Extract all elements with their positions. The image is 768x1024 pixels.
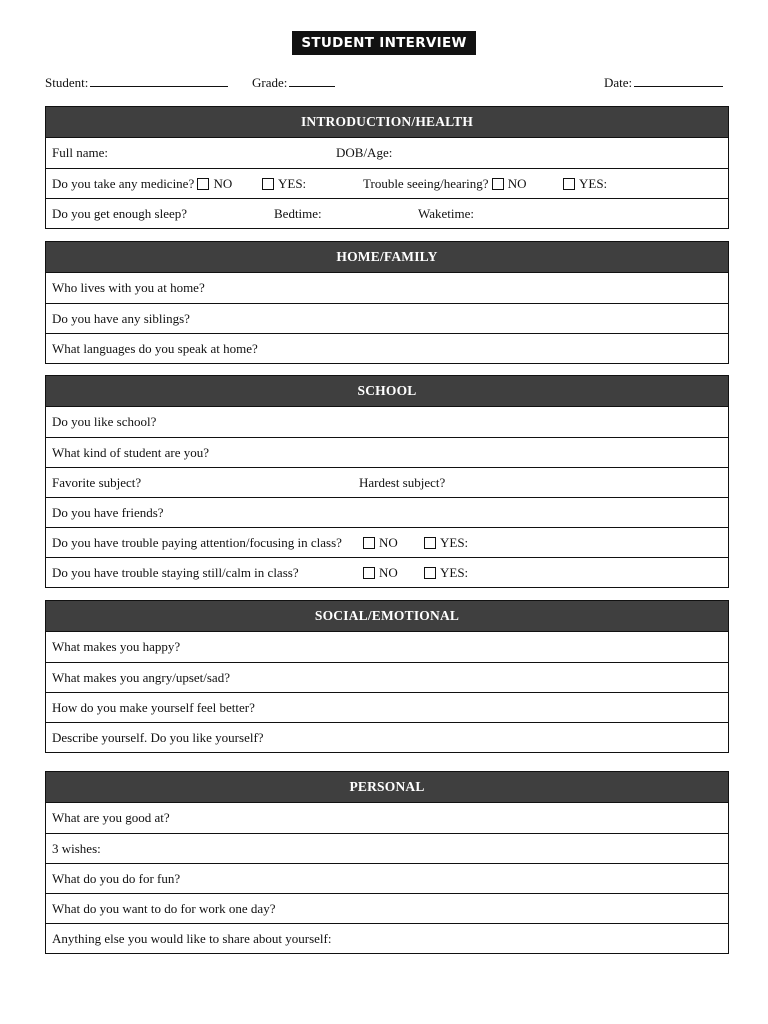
yes-label: YES: <box>278 176 307 191</box>
yes-label: YES: <box>579 176 608 191</box>
question-label: How do you make yourself feel better? <box>52 700 255 715</box>
no-label: NO <box>379 565 398 580</box>
waketime-label: Waketime: <box>418 206 474 221</box>
medicine-no-checkbox[interactable] <box>197 178 209 190</box>
student-field[interactable] <box>45 74 228 91</box>
trouble-seeing-question: Trouble seeing/hearing? <box>363 176 489 191</box>
question-label: Do you have friends? <box>52 505 164 520</box>
attention-question: Do you have trouble paying attention/focusing in class? <box>52 535 342 550</box>
still-no-checkbox[interactable] <box>363 567 375 579</box>
section-heading: SCHOOL <box>46 376 728 407</box>
section-heading: PERSONAL <box>46 772 728 803</box>
grade-label: Grade: <box>252 75 288 90</box>
section-home-family <box>45 241 729 364</box>
grade-field[interactable] <box>252 74 335 91</box>
form-row <box>46 437 728 467</box>
section-personal <box>45 771 729 954</box>
favorite-subject-label: Favorite subject? <box>52 475 142 490</box>
question-label: Describe yourself. Do you like yourself? <box>52 730 264 745</box>
form-title: STUDENT INTERVIEW <box>292 31 475 55</box>
section-school <box>45 375 729 588</box>
question-label: Do you like school? <box>52 414 157 429</box>
date-input-line[interactable] <box>634 74 723 87</box>
medicine-yes-checkbox[interactable] <box>262 178 274 190</box>
form-row <box>46 497 728 527</box>
date-field[interactable] <box>604 74 723 91</box>
section-social-emotional <box>45 600 729 753</box>
yes-label: YES: <box>440 565 469 580</box>
student-label: Student: <box>45 75 89 90</box>
student-input-line[interactable] <box>90 74 228 87</box>
question-label: What do you want to do for work one day? <box>52 901 276 916</box>
no-label: NO <box>379 535 398 550</box>
question-label: What makes you happy? <box>52 639 181 654</box>
form-row <box>46 527 728 557</box>
dob-age-label: DOB/Age: <box>336 145 393 160</box>
attention-yes-checkbox[interactable] <box>424 537 436 549</box>
still-yes-checkbox[interactable] <box>424 567 436 579</box>
hardest-subject-label: Hardest subject? <box>359 475 446 490</box>
question-label: Who lives with you at home? <box>52 280 205 295</box>
section-heading: INTRODUCTION/HEALTH <box>46 107 728 138</box>
form-row <box>46 692 728 722</box>
question-label: What do you do for fun? <box>52 871 181 886</box>
form-row <box>46 407 728 437</box>
form-row <box>46 722 728 752</box>
question-label: Anything else you would like to share about yourself: <box>52 931 332 946</box>
seeing-yes-checkbox[interactable] <box>563 178 575 190</box>
form-row <box>46 893 728 923</box>
question-label: What makes you angry/upset/sad? <box>52 670 230 685</box>
yes-label: YES: <box>440 535 469 550</box>
bedtime-label: Bedtime: <box>274 206 322 221</box>
full-name-label: Full name: <box>52 145 108 160</box>
form-row <box>46 168 728 198</box>
question-label: What languages do you speak at home? <box>52 341 258 356</box>
question-label: What are you good at? <box>52 810 170 825</box>
seeing-no-checkbox[interactable] <box>492 178 504 190</box>
form-row <box>46 557 728 587</box>
medicine-question: Do you take any medicine? <box>52 176 195 191</box>
no-label: NO <box>507 176 527 191</box>
grade-input-line[interactable] <box>289 74 335 87</box>
form-row <box>46 467 728 497</box>
form-row <box>46 632 728 662</box>
form-row <box>46 333 728 363</box>
question-label: What kind of student are you? <box>52 445 210 460</box>
form-row <box>46 833 728 863</box>
attention-no-checkbox[interactable] <box>363 537 375 549</box>
form-row <box>46 662 728 692</box>
form-row <box>46 273 728 303</box>
section-introduction-health <box>45 106 729 229</box>
section-heading: HOME/FAMILY <box>46 242 728 273</box>
form-row <box>46 303 728 333</box>
form-row <box>46 923 728 953</box>
question-label: Do you have any siblings? <box>52 311 190 326</box>
no-label: NO <box>213 176 233 191</box>
still-question: Do you have trouble staying still/calm in class? <box>52 565 299 580</box>
sleep-question: Do you get enough sleep? <box>52 206 188 221</box>
form-row <box>46 803 728 833</box>
form-row <box>46 198 728 228</box>
date-label: Date: <box>604 75 633 90</box>
section-heading: SOCIAL/EMOTIONAL <box>46 601 728 632</box>
question-label: 3 wishes: <box>52 841 101 856</box>
form-row <box>46 138 728 168</box>
form-row <box>46 863 728 893</box>
